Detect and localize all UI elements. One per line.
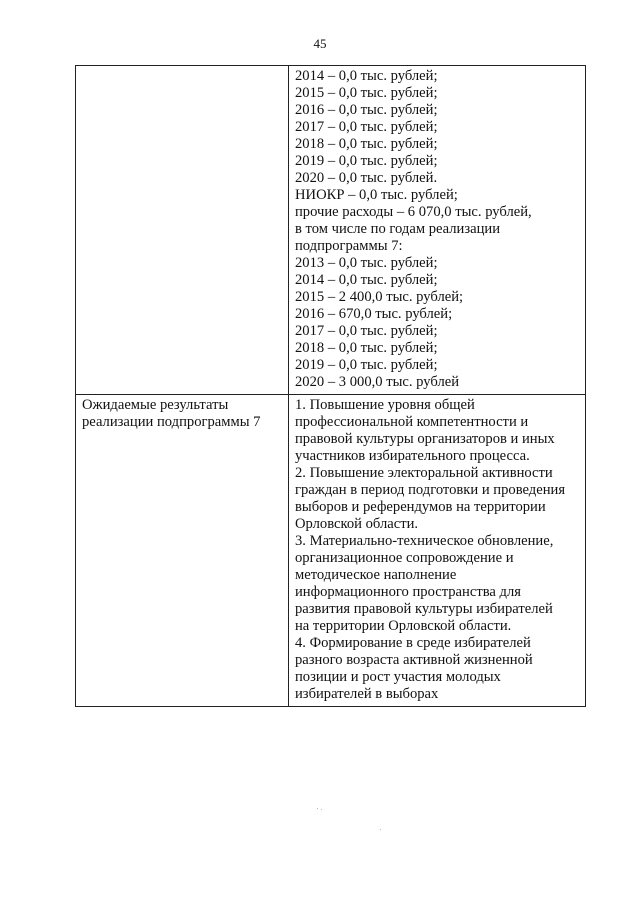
subprogram-passport-table [75, 65, 586, 707]
expected-results-heading-line: реализации подпрограммы 7 [82, 414, 261, 430]
result-line: Орловской области. [295, 516, 419, 532]
row1-right-cell [289, 66, 586, 395]
financing-line: 2019 – 0,0 тыс. рублей; [295, 153, 438, 169]
financing-line: 2013 – 0,0 тыс. рублей; [295, 255, 438, 271]
financing-line: 2018 – 0,0 тыс. рублей; [295, 340, 438, 356]
scan-speck [321, 809, 322, 810]
financing-line: 2014 – 0,0 тыс. рублей; [295, 68, 438, 84]
financing-line: 2015 – 0,0 тыс. рублей; [295, 85, 438, 101]
result-line: 4. Формирование в среде избирателей [295, 635, 531, 651]
result-line: участников избирательного процесса. [295, 448, 530, 464]
scan-speck [380, 829, 381, 830]
page-number: 45 [313, 36, 327, 51]
result-line: граждан в период подготовки и проведения [295, 482, 566, 498]
result-line: правовой культуры организаторов и иных [295, 431, 555, 447]
financing-line: 2020 – 0,0 тыс. рублей. [295, 170, 438, 186]
result-line: организационное сопровождение и [295, 550, 514, 566]
result-line: методическое наполнение [295, 567, 457, 583]
result-line: информационного пространства для [295, 584, 521, 600]
result-line: 3. Материально-техническое обновление, [295, 533, 554, 549]
financing-line: в том числе по годам реализации [295, 221, 501, 237]
result-line: позиции и рост участия молодых [295, 669, 501, 685]
result-line: разного возраста активной жизненной [295, 652, 533, 668]
financing-line: 2017 – 0,0 тыс. рублей; [295, 323, 438, 339]
scan-speck [317, 808, 318, 809]
result-line: 2. Повышение электоральной активности [295, 465, 553, 481]
table-row-expected-results [76, 395, 586, 707]
result-line: на территории Орловской области. [295, 618, 512, 634]
financing-line: 2016 – 670,0 тыс. рублей; [295, 306, 453, 322]
financing-line: 2014 – 0,0 тыс. рублей; [295, 272, 438, 288]
row1-left-cell [76, 66, 289, 395]
result-line: избирателей в выборах [295, 686, 439, 702]
expected-results-heading-line: Ожидаемые результаты [82, 397, 229, 413]
financing-line: 2019 – 0,0 тыс. рублей; [295, 357, 438, 373]
result-line: 1. Повышение уровня общей [295, 397, 475, 413]
result-line: развития правовой культуры избирателей [295, 601, 553, 617]
result-line: выборов и референдумов на территории [295, 499, 546, 515]
result-line: профессиональной компетентности и [295, 414, 529, 430]
row2-left-cell [76, 395, 289, 707]
financing-line: 2017 – 0,0 тыс. рублей; [295, 119, 438, 135]
financing-line: 2018 – 0,0 тыс. рублей; [295, 136, 438, 152]
row2-right-cell [289, 395, 586, 707]
table-row-financing [76, 66, 586, 395]
financing-line: НИОКР – 0,0 тыс. рублей; [295, 187, 458, 203]
financing-line: 2020 – 3 000,0 тыс. рублей [295, 374, 460, 390]
financing-line: подпрограммы 7: [295, 238, 403, 254]
financing-line: 2016 – 0,0 тыс. рублей; [295, 102, 438, 118]
financing-line: прочие расходы – 6 070,0 тыс. рублей, [295, 204, 532, 220]
financing-line: 2015 – 2 400,0 тыс. рублей; [295, 289, 464, 305]
